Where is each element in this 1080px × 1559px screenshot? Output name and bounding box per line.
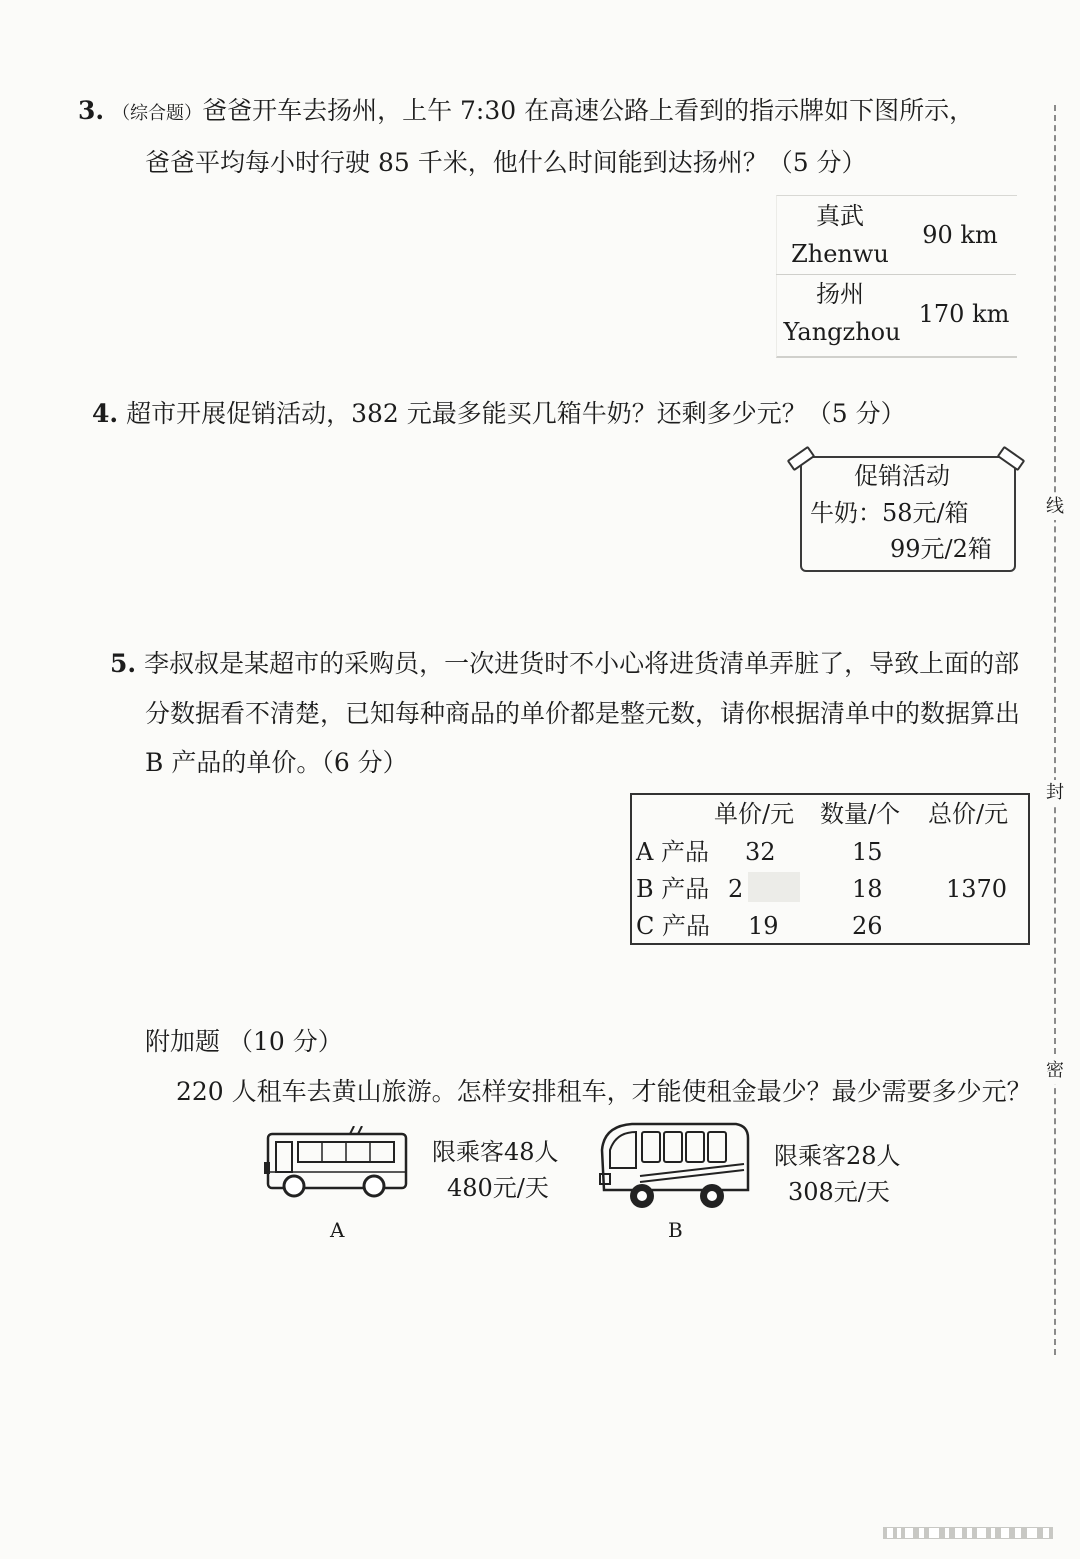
bus-b-limit: 限乘客28人	[774, 1142, 901, 1170]
promo-title: 促销活动	[854, 462, 950, 490]
extra-question-title: 附加题	[145, 1027, 221, 1056]
bus-a-price: 480元/天	[447, 1174, 549, 1202]
extra-question-text: 220 人租车去黄山旅游。怎样安排租车，才能使租金最少？最少需要多少元？	[176, 1077, 1032, 1106]
promo-line-2: 99元/2箱	[890, 535, 992, 563]
table-row-a-qty: 15	[852, 838, 883, 866]
question-3-text-1: 爸爸开车去扬州，上午 7:30 在高速公路上看到的指示牌如下图所示，	[202, 96, 975, 125]
table-row-b-total: 1370	[946, 875, 1008, 903]
table-header-qty: 数量/个	[820, 800, 901, 828]
sign-name-en-1: Zhenwu	[791, 240, 889, 268]
question-3-line1	[78, 98, 974, 126]
question-4-text: 超市开展促销活动，382 元最多能买几箱牛奶？还剩多少元？（5 分）	[126, 399, 906, 428]
table-row-b-qty: 18	[852, 875, 883, 903]
table-row-c-qty: 26	[852, 912, 883, 940]
bus-a-limit: 限乘客48人	[432, 1138, 559, 1166]
extra-question-score: （10 分）	[227, 1027, 343, 1056]
bus-b-price: 308元/天	[788, 1178, 890, 1206]
bottom-barcode-strip	[883, 1527, 1053, 1539]
table-header-total: 总价/元	[928, 800, 1009, 828]
table-header-price: 单价/元	[714, 800, 795, 828]
margin-label-feng: 封	[1044, 780, 1066, 806]
question-5-text-1: 李叔叔是某超市的采购员，一次进货时不小心将进货清单弄脏了，导致上面的部	[144, 649, 1020, 678]
question-4-number: 4.	[92, 399, 119, 428]
table-row-a-price: 32	[745, 838, 776, 866]
sign-name-en-2: Yangzhou	[783, 318, 901, 346]
sign-distance-2: 170 km	[918, 300, 1010, 328]
question-5-line3: B 产品的单价。（6 分）	[145, 748, 408, 777]
question-3-number: 3.	[78, 96, 105, 125]
question-3-line2: 爸爸平均每小时行驶 85 千米，他什么时间能到达扬州？（5 分）	[145, 148, 867, 177]
question-4	[92, 401, 906, 426]
promo-line-1: 牛奶：58元/箱	[810, 499, 969, 527]
sign-name-cn-2: 扬州	[816, 280, 864, 308]
table-smudge	[748, 872, 800, 902]
margin-label-xian: 线	[1044, 494, 1066, 520]
table-row-b-name: B 产品	[636, 875, 710, 903]
table-row-b-price: 2	[728, 875, 744, 903]
question-5-line2: 分数据看不清楚，已知每种商品的单价都是整元数，请你根据清单中的数据算出	[145, 699, 1021, 728]
margin-label-mi: 密	[1044, 1058, 1066, 1084]
bus-a-icon	[262, 1126, 412, 1202]
table-row-c-price: 19	[748, 912, 779, 940]
table-row-c-name: C 产品	[636, 912, 710, 940]
table-row-a-name: A 产品	[636, 838, 709, 866]
binding-line	[1054, 105, 1056, 1355]
bus-b-label: B	[668, 1218, 683, 1242]
question-3-tag: （综合题）	[112, 103, 203, 124]
sign-name-cn-1: 真武	[816, 202, 864, 230]
bus-b-icon	[596, 1120, 752, 1212]
extra-question-heading	[145, 1029, 343, 1054]
bus-a-label: A	[330, 1218, 345, 1242]
sign-distance-1: 90 km	[922, 221, 998, 249]
question-5-line1	[110, 651, 1019, 676]
road-sign-divider	[776, 274, 1016, 275]
question-5-number: 5.	[110, 649, 137, 678]
